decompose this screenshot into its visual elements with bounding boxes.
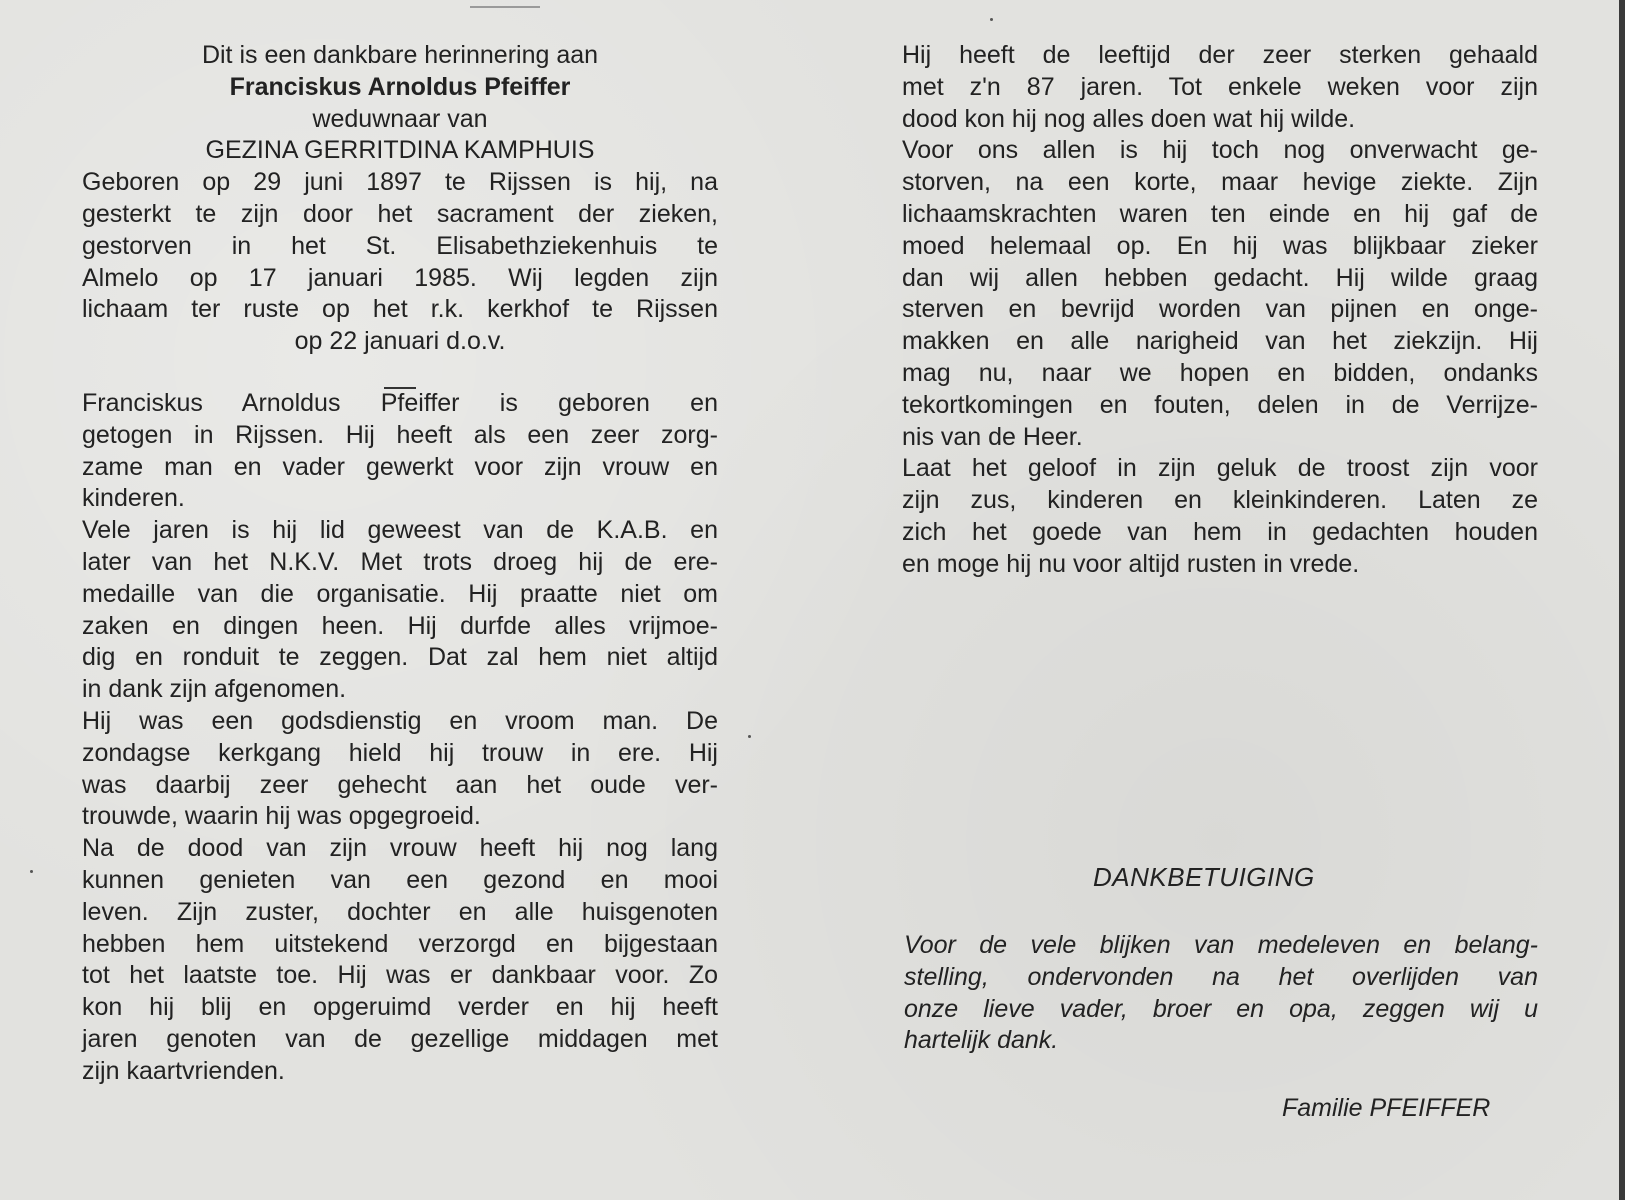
text-line: Laat het geloof in zijn geluk de troost zijn voor bbox=[902, 454, 1538, 483]
text-line: mag nu, naar we hopen en bidden, ondanks bbox=[902, 358, 1538, 387]
text-line: medaille van die organisatie. Hij praatte niet om bbox=[82, 579, 718, 608]
text-line: zondagse kerkgang hield hij trouw in ere. Hij bbox=[82, 738, 718, 767]
text-line: stelling, ondervonden na het overlijden van bbox=[904, 962, 1538, 991]
text-line: sterven en bevrijd worden van pijnen en onge- bbox=[902, 295, 1538, 324]
text-line: nis van de Heer. bbox=[902, 422, 1083, 451]
thanks-paragraph bbox=[904, 930, 1538, 1057]
dash bbox=[384, 387, 416, 389]
family-signature: Familie PFEIFFER bbox=[1282, 1094, 1491, 1122]
text-line: hebben hem uitstekend verzorgd en bijgestaan bbox=[82, 929, 718, 958]
paragraph-illness bbox=[902, 135, 1538, 453]
text-line: Voor de vele blijken van medeleven en belang- bbox=[904, 931, 1538, 959]
spouse-name: GEZINA GERRITDINA KAMPHUIS bbox=[205, 136, 595, 165]
text-line: tekortkomingen en fouten, delen in de Verrijze- bbox=[902, 390, 1538, 419]
text-line: met z'n 87 jaren. Tot enkele weken voor zijn bbox=[902, 72, 1538, 101]
speck bbox=[748, 735, 751, 738]
text-line: Hij was een godsdienstig en vroom man. De bbox=[82, 706, 718, 735]
text-line: zijn kaartvrienden. bbox=[82, 1056, 285, 1085]
text-line: lichaamskrachten waren ten einde en hij gaf de bbox=[902, 199, 1538, 228]
text-line: leven. Zijn zuster, dochter en alle huisgenoten bbox=[82, 897, 718, 926]
text-line: Almelo op 17 januari 1985. Wij legden zijn bbox=[82, 263, 718, 292]
top-rule bbox=[470, 6, 540, 8]
intro-line: Dit is een dankbare herinnering aan bbox=[201, 41, 599, 69]
text-line: onze lieve vader, broer en opa, zeggen wij u bbox=[904, 994, 1538, 1023]
text-line: in dank zijn afgenomen. bbox=[82, 675, 347, 704]
burial-date-line: op 22 januari d.o.v. bbox=[294, 327, 506, 356]
speck bbox=[990, 18, 993, 21]
paragraph-consolation bbox=[902, 453, 1538, 580]
speck bbox=[30, 870, 33, 873]
paragraph-faith bbox=[82, 706, 718, 833]
text-line: was daarbij zeer gehecht aan het oude ver- bbox=[82, 770, 718, 799]
text-line: jaren genoten van de gezellige middagen met bbox=[82, 1024, 718, 1053]
text-line: dan wij allen hebben gedacht. Hij wilde graag bbox=[902, 263, 1538, 292]
text-line: zaken en dingen heen. Hij durfde alles vrijmoe- bbox=[82, 611, 718, 640]
text-line: zijn zus, kinderen en kleinkinderen. Laten ze bbox=[902, 486, 1538, 515]
text-line: Franciskus Arnoldus Pfeiffer is geboren en bbox=[82, 388, 718, 417]
text-line: kon hij blij en opgeruimd verder en hij heeft bbox=[82, 993, 718, 1022]
text-line: hartelijk dank. bbox=[904, 1026, 1059, 1055]
text-line: Na de dood van zijn vrouw heeft hij nog lang bbox=[82, 834, 718, 863]
text-line: kunnen genieten van een gezond en mooi bbox=[82, 865, 718, 894]
text-line: tot het laatste toe. Hij was er dankbaar voor. Zo bbox=[82, 961, 718, 990]
text-line: Voor ons allen is hij toch nog onverwacht ge- bbox=[902, 136, 1538, 165]
text-line: zame man en vader gewerkt voor zijn vrouw en bbox=[82, 452, 718, 481]
birth-death-paragraph bbox=[82, 167, 718, 358]
thanks-heading: DANKBETUIGING bbox=[1093, 862, 1315, 892]
deceased-name: Franciskus Arnoldus Pfeiffer bbox=[229, 72, 571, 101]
text-line: gesterkt te zijn door het sacrament der zieken, bbox=[82, 199, 718, 228]
text-line: makken en alle narigheid van het ziekzijn. Hij bbox=[902, 327, 1538, 356]
text-line: kinderen. bbox=[82, 484, 185, 513]
left-column bbox=[82, 40, 718, 1088]
scan-edge bbox=[1619, 0, 1625, 1200]
section-divider bbox=[82, 358, 718, 388]
text-line: storven, na een korte, maar hevige ziekte. Zijn bbox=[902, 168, 1538, 197]
text-line: gestorven in het St. Elisabethziekenhuis te bbox=[82, 231, 718, 260]
text-line: lichaam ter ruste op het r.k. kerkhof te Rijssen bbox=[82, 295, 718, 324]
paragraph-later-life bbox=[82, 833, 718, 1087]
text-line: en moge hij nu voor altijd rusten in vrede. bbox=[902, 549, 1360, 578]
paragraph-origin bbox=[82, 388, 718, 515]
text-line: zich het goede van hem in gedachten houden bbox=[902, 517, 1538, 546]
text-line: Geboren op 29 juni 1897 te Rijssen is hij, na bbox=[82, 168, 718, 197]
text-line: dood kon hij nog alles doen wat hij wilde. bbox=[902, 104, 1356, 133]
paragraph-membership bbox=[82, 515, 718, 706]
text-line: getogen in Rijssen. Hij heeft als een zeer zorg- bbox=[82, 420, 718, 449]
text-line: Hij heeft de leeftijd der zeer sterken gehaald bbox=[902, 41, 1538, 69]
relation-line: weduwnaar van bbox=[312, 104, 488, 133]
text-line: trouwde, waarin hij was opgegroeid. bbox=[82, 802, 481, 831]
text-line: dig en ronduit te zeggen. Dat zal hem niet altijd bbox=[82, 643, 718, 672]
text-line: moed helemaal op. En hij was blijkbaar zieker bbox=[902, 231, 1538, 260]
text-line: later van het N.K.V. Met trots droeg hij de ere- bbox=[82, 547, 718, 576]
right-column bbox=[902, 40, 1538, 581]
text-line: Vele jaren is hij lid geweest van de K.A.B. en bbox=[82, 516, 718, 545]
paragraph-age bbox=[902, 40, 1538, 135]
